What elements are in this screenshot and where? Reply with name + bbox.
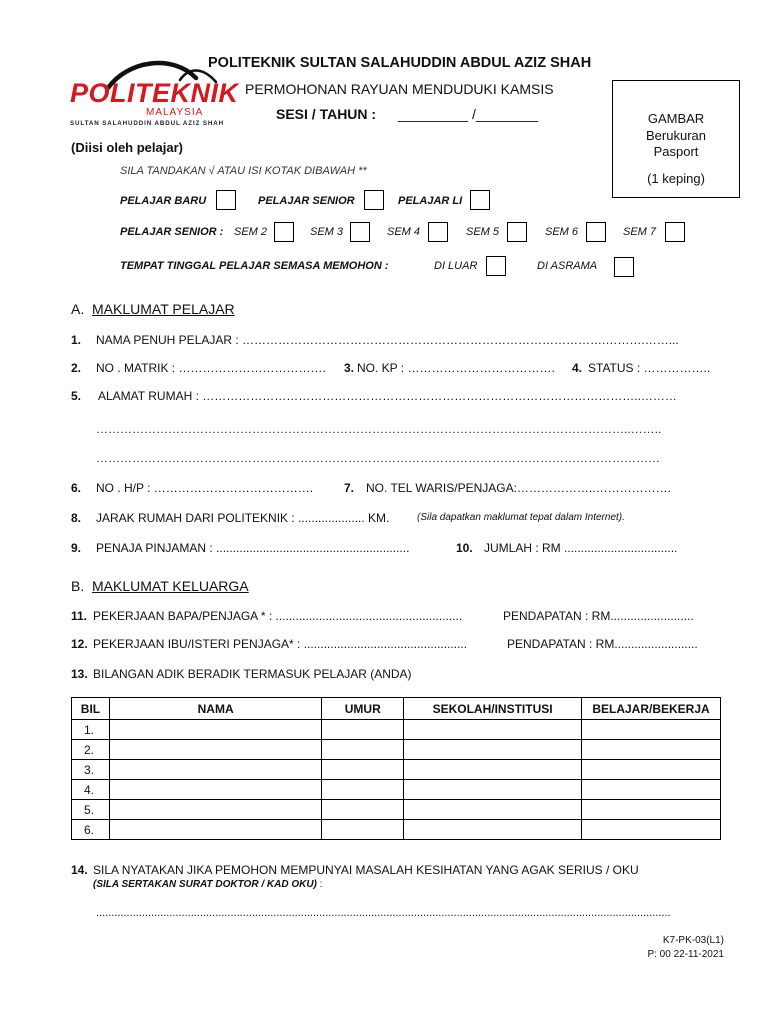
field-5-number: 5. <box>71 389 82 403</box>
cell-umur[interactable] <box>322 800 404 820</box>
cell-umur[interactable] <box>322 720 404 740</box>
session-field[interactable]: _________ /________ <box>398 106 539 122</box>
field-11-number: 11. <box>71 609 88 623</box>
field-14-number: 14. <box>71 863 88 877</box>
checkbox-sem-4[interactable] <box>428 222 448 242</box>
distance-note: (Sila dapatkan maklumat tepat dalam Internet). <box>417 512 625 523</box>
col-header-sekolah: SEKOLAH/INSTITUSI <box>404 698 582 720</box>
table-row <box>72 820 721 840</box>
field-3-number: 3. <box>344 361 355 375</box>
cell-belajar[interactable] <box>582 820 721 840</box>
field-mother-occupation[interactable]: PEKERJAAN IBU/ISTERI PENJAGA* : ................................................. <box>93 637 468 651</box>
table-row <box>72 780 721 800</box>
passport-photo-box[interactable] <box>612 80 740 198</box>
section-b-title: MAKLUMAT KELUARGA <box>92 578 249 594</box>
cell-umur[interactable] <box>322 780 404 800</box>
checkbox-pelajar-senior[interactable] <box>364 190 384 210</box>
section-b-heading <box>71 578 249 594</box>
tick-instruction: SILA TANDAKAN √ ATAU ISI KOTAK DIBAWAH ** <box>120 165 367 177</box>
field-health-details[interactable]: ............................................................................................................................................................................................ <box>96 907 671 919</box>
table-row <box>72 720 721 740</box>
cell-sekolah[interactable] <box>404 800 582 820</box>
senior-semester-label: PELAJAR SENIOR : <box>120 226 224 238</box>
field-loan-sponsor[interactable]: PENAJA PINJAMAN : .......................................................... <box>96 541 410 555</box>
section-a-title: MAKLUMAT PELAJAR <box>92 301 235 317</box>
table-row <box>72 800 721 820</box>
row-number: 3. <box>72 760 110 780</box>
col-header-umur: UMUR <box>322 698 404 720</box>
field-status[interactable]: STATUS : …………….. <box>588 361 711 375</box>
field-matric-no[interactable]: NO . MATRIK : ………………………………. <box>96 361 326 375</box>
option-pelajar-baru-label: PELAJAR BARU <box>120 195 207 207</box>
field-loan-amount[interactable]: JUMLAH : RM .................................. <box>484 541 678 555</box>
siblings-question: BILANGAN ADIK BERADIK TERMASUK PELAJAR (ANDA) <box>93 667 412 681</box>
row-number: 2. <box>72 740 110 760</box>
sem-7-label: SEM 7 <box>623 226 657 238</box>
checkbox-di-asrama[interactable] <box>614 257 634 277</box>
filled-by-note: (Diisi oleh pelajar) <box>71 140 183 155</box>
field-home-address[interactable]: ALAMAT RUMAH : ………………………………………………………………………………………………..……… <box>98 389 677 403</box>
field-1-number: 1. <box>71 333 82 347</box>
col-header-belajar: BELAJAR/BEKERJA <box>582 698 721 720</box>
sem-5-label: SEM 5 <box>466 226 500 238</box>
document-code: K7-PK-03(L1) <box>662 935 724 946</box>
cell-nama[interactable] <box>109 780 321 800</box>
politeknik-logo <box>68 58 239 127</box>
row-number: 6. <box>72 820 110 840</box>
checkbox-sem-2[interactable] <box>274 222 294 242</box>
field-guardian-phone[interactable]: NO. TEL WARIS/PENJAGA:………………..………………. <box>366 481 671 495</box>
cell-sekolah[interactable] <box>404 720 582 740</box>
section-b-letter: B. <box>71 578 85 594</box>
health-note-colon: : <box>316 879 323 890</box>
field-father-income[interactable]: PENDAPATAN : RM......................... <box>503 609 694 623</box>
checkbox-pelajar-baru[interactable] <box>216 190 236 210</box>
sem-2-label: SEM 2 <box>234 226 268 238</box>
checkbox-di-luar[interactable] <box>486 256 506 276</box>
cell-nama[interactable] <box>109 760 321 780</box>
field-mother-income[interactable]: PENDAPATAN : RM......................... <box>507 637 698 651</box>
residence-label: TEMPAT TINGGAL PELAJAR SEMASA MEMOHON : <box>120 260 389 272</box>
logo-wordmark: POLITEKNIK <box>70 78 239 108</box>
row-number: 4. <box>72 780 110 800</box>
field-6-number: 6. <box>71 481 82 495</box>
cell-belajar[interactable] <box>582 720 721 740</box>
field-father-occupation[interactable]: PEKERJAAN BAPA/PENJAGA * : ........................................................ <box>93 609 463 623</box>
col-header-nama: NAMA <box>109 698 321 720</box>
cell-nama[interactable] <box>109 720 321 740</box>
sem-4-label: SEM 4 <box>387 226 421 238</box>
document-revision: P: 00 22-11-2021 <box>647 949 724 960</box>
cell-belajar[interactable] <box>582 780 721 800</box>
field-10-number: 10. <box>456 541 473 555</box>
field-13-number: 13. <box>71 667 88 681</box>
health-note-text: (SILA SERTAKAN SURAT DOKTOR / KAD OKU) <box>93 879 317 890</box>
logo-subtitle: SULTAN SALAHUDDIN ABDUL AZIZ SHAH <box>70 120 225 127</box>
field-9-number: 9. <box>71 541 82 555</box>
field-handphone[interactable]: NO . H/P : …………………………………. <box>96 481 314 495</box>
checkbox-pelajar-li[interactable] <box>470 190 490 210</box>
option-pelajar-senior-label: PELAJAR SENIOR <box>258 195 355 207</box>
table-row <box>72 740 721 760</box>
cell-sekolah[interactable] <box>404 820 582 840</box>
logo-country: MALAYSIA <box>146 107 204 118</box>
table-row <box>72 760 721 780</box>
cell-nama[interactable] <box>109 820 321 840</box>
cell-umur[interactable] <box>322 820 404 840</box>
field-8-number: 8. <box>71 511 82 525</box>
field-ic-no[interactable]: NO. KP : ………………………………. <box>357 361 555 375</box>
institution-title: POLITEKNIK SULTAN SALAHUDDIN ABDUL AZIZ SHAH <box>208 55 592 71</box>
health-note <box>93 879 322 890</box>
photo-line-1: GAMBAR <box>647 111 705 126</box>
section-a-heading <box>71 301 235 317</box>
checkbox-sem-3[interactable] <box>350 222 370 242</box>
cell-belajar[interactable] <box>582 800 721 820</box>
form-title: PERMOHONAN RAYUAN MENDUDUKI KAMSIS <box>245 81 554 97</box>
col-header-bil: BIL <box>72 698 110 720</box>
row-number: 1. <box>72 720 110 740</box>
cell-belajar[interactable] <box>582 760 721 780</box>
field-distance-km[interactable]: JARAK RUMAH DARI POLITEKNIK : .................... KM. <box>96 511 390 525</box>
cell-belajar[interactable] <box>582 740 721 760</box>
cell-umur[interactable] <box>322 740 404 760</box>
residence-di-luar-label: DI LUAR <box>434 260 478 272</box>
checkbox-sem-7[interactable] <box>665 222 685 242</box>
field-7-number: 7. <box>344 481 355 495</box>
cell-sekolah[interactable] <box>404 780 582 800</box>
photo-line-3: Pasport <box>653 144 699 159</box>
section-a-letter: A. <box>71 301 85 317</box>
row-number: 5. <box>72 800 110 820</box>
cell-sekolah[interactable] <box>404 740 582 760</box>
field-4-number: 4. <box>572 361 583 375</box>
field-home-address-line-3[interactable]: …………………………………………………………………………………………………………………………… <box>96 451 660 465</box>
photo-line-2: Berukuran <box>646 128 706 143</box>
field-home-address-line-2[interactable]: ……………………………………………………………………………………………………………………..…….. <box>96 422 662 436</box>
cell-sekolah[interactable] <box>404 760 582 780</box>
siblings-table <box>71 697 721 840</box>
sem-3-label: SEM 3 <box>310 226 344 238</box>
siblings-table-header <box>72 698 721 720</box>
field-2-number: 2. <box>71 361 82 375</box>
field-full-name[interactable]: NAMA PENUH PELAJAR : ……………………………………………………………………………….……….……... <box>96 333 679 347</box>
field-12-number: 12. <box>71 637 88 651</box>
sem-6-label: SEM 6 <box>545 226 579 238</box>
option-pelajar-li-label: PELAJAR LI <box>398 195 463 207</box>
residence-di-asrama-label: DI ASRAMA <box>537 260 598 272</box>
photo-line-4: (1 keping) <box>647 171 705 186</box>
checkbox-sem-6[interactable] <box>586 222 606 242</box>
cell-umur[interactable] <box>322 760 404 780</box>
cell-nama[interactable] <box>109 800 321 820</box>
health-question: SILA NYATAKAN JIKA PEMOHON MEMPUNYAI MASALAH KESIHATAN YANG AGAK SERIUS / OKU <box>93 863 639 877</box>
session-label: SESI / TAHUN : <box>276 106 377 122</box>
checkbox-sem-5[interactable] <box>507 222 527 242</box>
cell-nama[interactable] <box>109 740 321 760</box>
